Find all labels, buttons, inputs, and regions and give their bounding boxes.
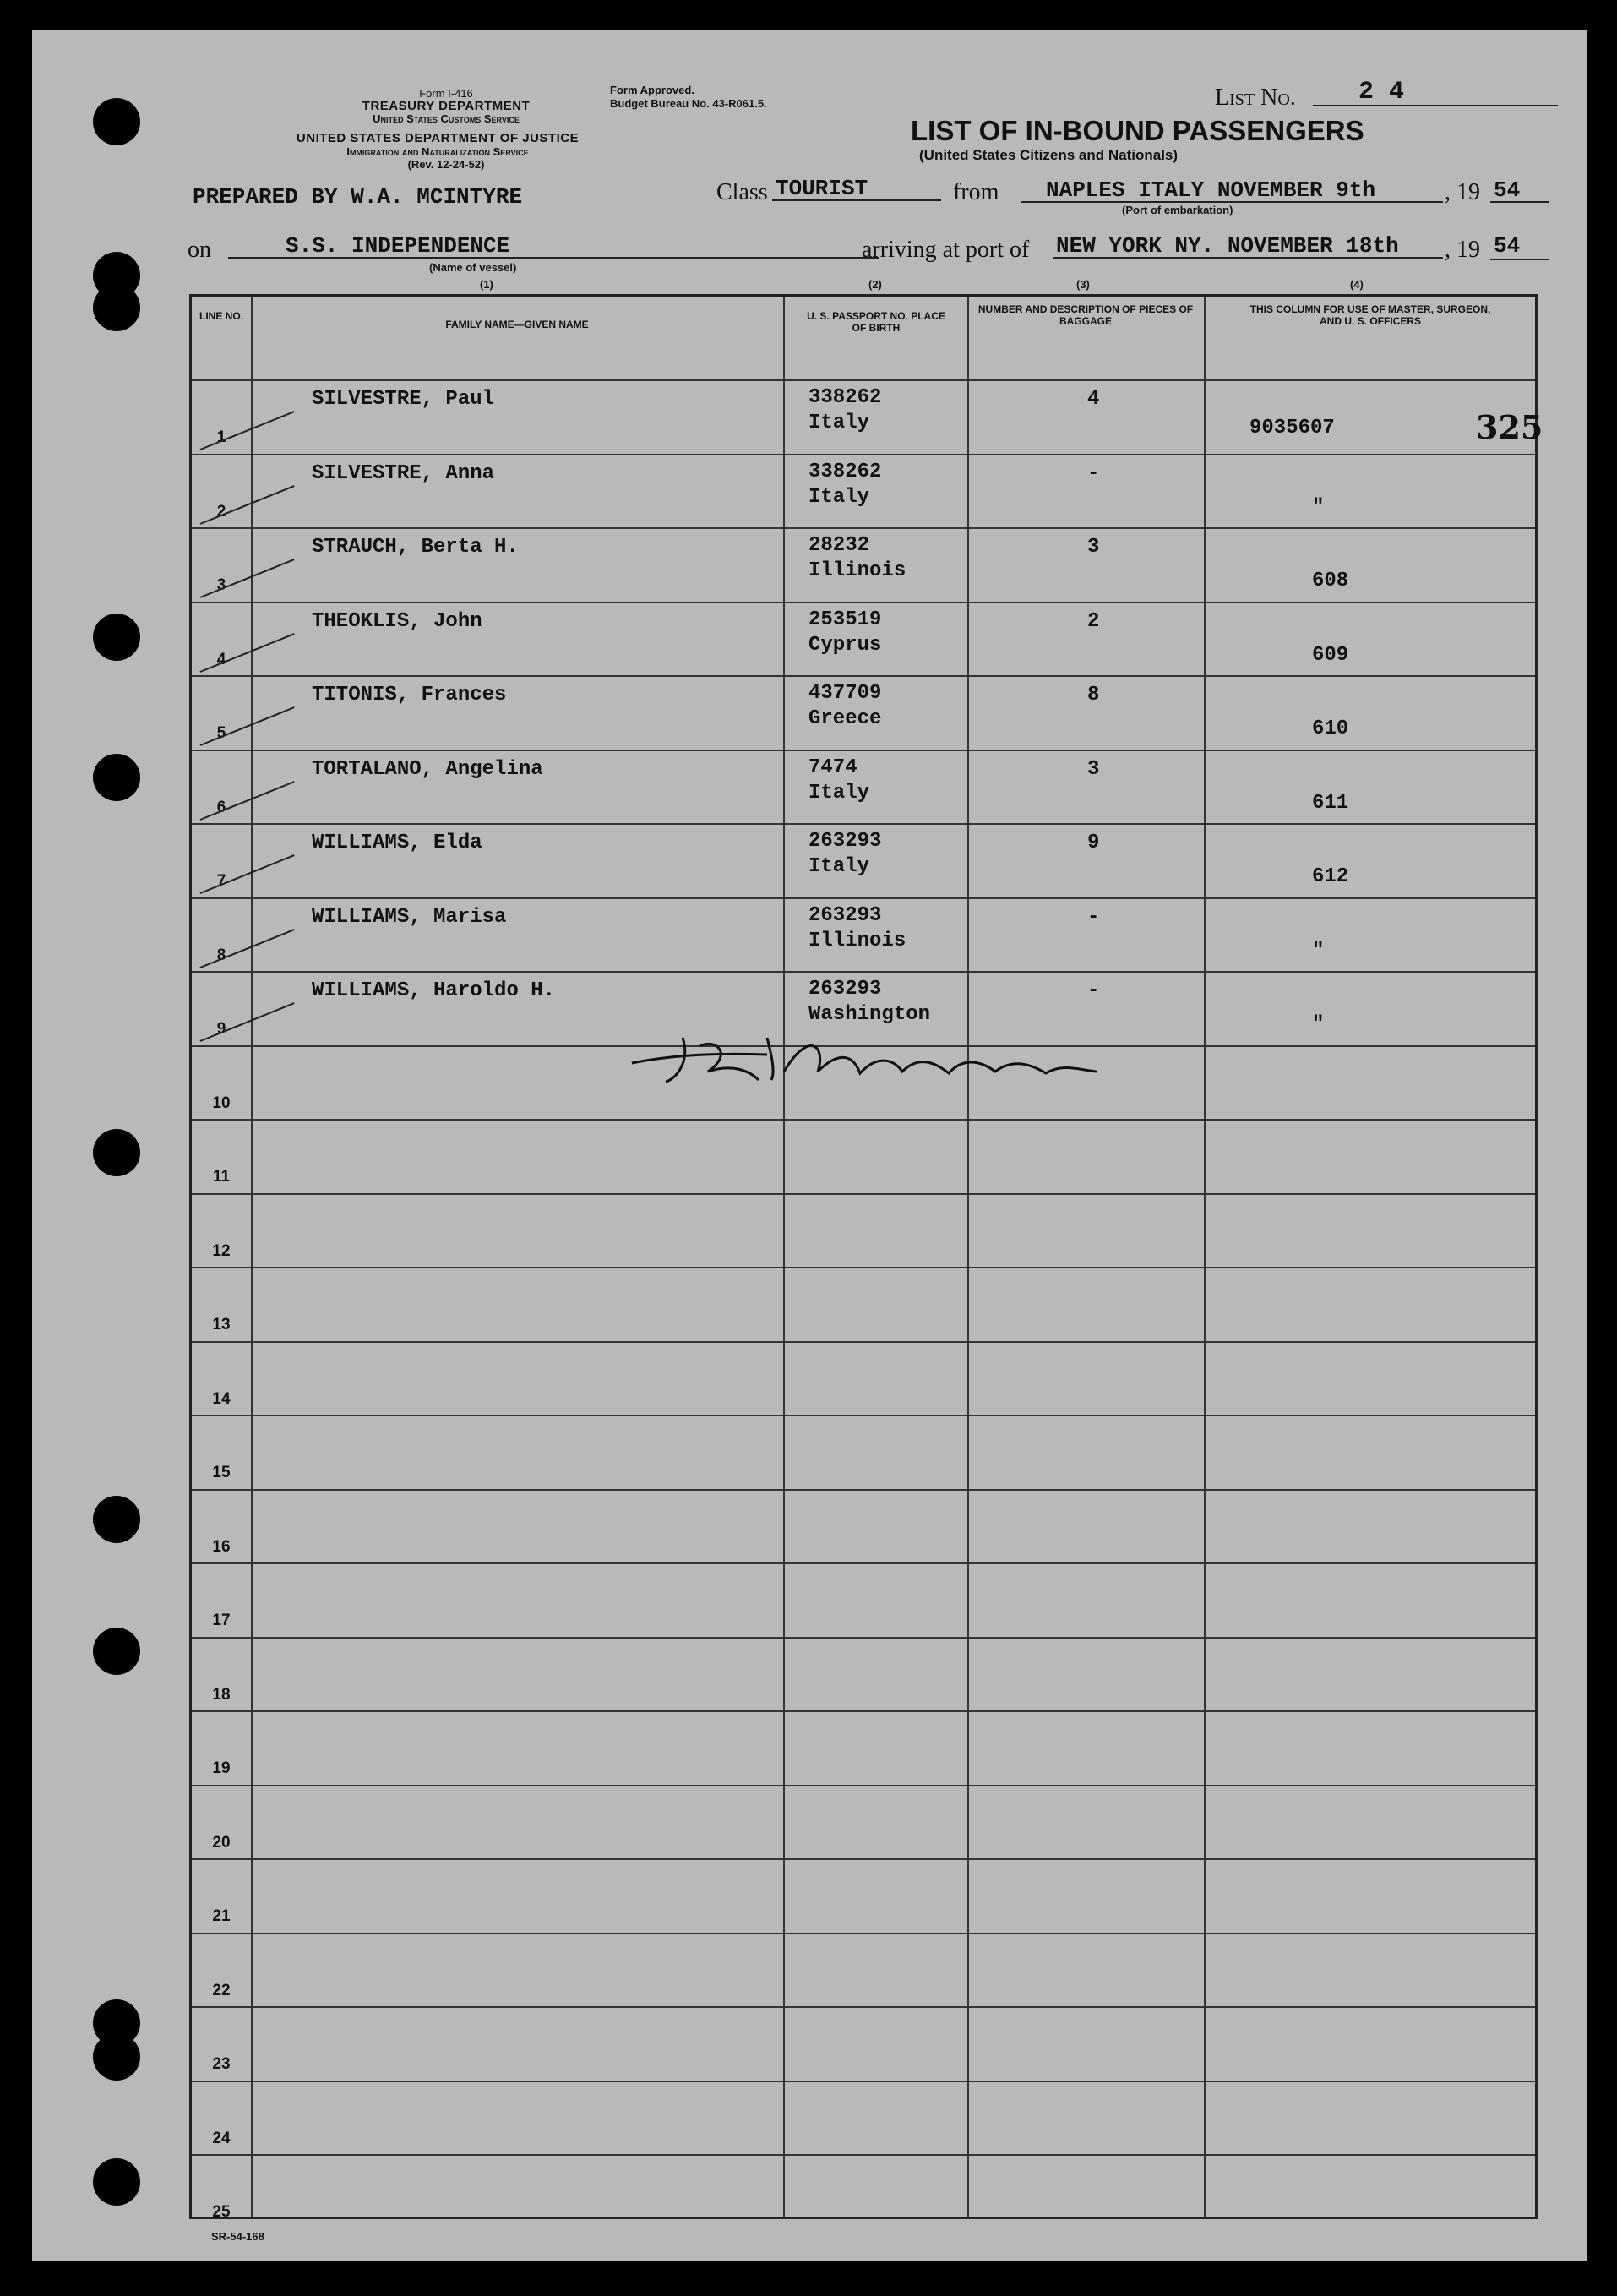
line-number: 13 xyxy=(212,1316,231,1333)
vessel-caption: (Name of vessel) xyxy=(429,261,517,274)
line-number: 21 xyxy=(212,1907,231,1925)
place-of-birth: Italy xyxy=(808,855,870,878)
year-prefix-arrival: , 19 xyxy=(1445,237,1480,263)
line-number: 3 xyxy=(216,576,226,594)
arriving-label: arriving at port of xyxy=(862,237,1030,263)
signature xyxy=(623,1021,1130,1088)
punch-hole xyxy=(93,2033,140,2081)
budget-bureau: Budget Bureau No. 43-R061.5. xyxy=(610,97,767,110)
line-number: 24 xyxy=(212,2129,231,2147)
row-divider xyxy=(192,1489,1535,1491)
row-divider xyxy=(192,823,1535,825)
passport-number: 7474 xyxy=(808,755,858,779)
row-divider xyxy=(192,1710,1535,1712)
line-number: 15 xyxy=(212,1464,231,1481)
class-label: Class xyxy=(716,179,768,205)
passport-number: 338262 xyxy=(808,460,882,483)
vessel-name: S.S. INDEPENDENCE xyxy=(286,233,510,259)
header-passport: U. S. PASSPORT NO. PLACE OF BIRTH xyxy=(807,310,945,334)
row-divider xyxy=(192,1267,1535,1268)
passenger-name: STRAUCH, Berta H. xyxy=(312,536,519,559)
passenger-name: TITONIS, Frances xyxy=(312,684,507,706)
punch-hole xyxy=(93,1496,140,1543)
baggage-count: 3 xyxy=(1087,757,1100,781)
officer-code: 325 xyxy=(1476,408,1544,446)
place-of-birth: Washington xyxy=(808,1003,931,1026)
passenger-name: WILLIAMS, Haroldo H. xyxy=(312,979,556,1002)
row-divider xyxy=(192,1415,1535,1416)
header-name: FAMILY NAME—GIVEN NAME xyxy=(445,319,589,330)
col-num-2: (2) xyxy=(868,278,882,291)
passport-number: 28232 xyxy=(808,534,870,557)
baggage-count: 4 xyxy=(1087,388,1100,411)
row-divider xyxy=(192,1562,1535,1564)
punch-hole xyxy=(93,1129,140,1176)
line-number: 6 xyxy=(216,798,226,816)
officer-entry: " xyxy=(1312,1013,1325,1036)
passport-number: 437709 xyxy=(808,682,882,705)
footer-code: SR-54-168 xyxy=(211,2230,264,2243)
line-number: 17 xyxy=(212,1612,231,1629)
line-number: 5 xyxy=(216,724,226,742)
place-of-birth: Greece xyxy=(808,707,882,730)
customs-service: United States Customs Service xyxy=(373,112,520,125)
ins-service: Immigration and Naturalization Service xyxy=(346,145,529,158)
place-of-birth: Italy xyxy=(808,781,870,804)
baggage-count: 9 xyxy=(1087,832,1100,854)
arrival-value: NEW YORK NY. NOVEMBER 18th xyxy=(1056,233,1399,259)
document-page xyxy=(32,30,1587,2261)
line-number: 12 xyxy=(212,1241,231,1260)
officer-entry: " xyxy=(1312,939,1325,963)
row-divider xyxy=(192,1637,1535,1639)
line-number: 7 xyxy=(216,872,226,890)
treasury-dept: TREASURY DEPARTMENT xyxy=(362,99,531,113)
row-divider xyxy=(192,454,1535,455)
year-prefix-from: , 19 xyxy=(1445,179,1480,205)
place-of-birth: Italy xyxy=(808,485,870,509)
punch-hole xyxy=(93,2158,140,2206)
row-divider xyxy=(192,675,1535,677)
row-divider xyxy=(192,2081,1535,2082)
passenger-name: WILLIAMS, Elda xyxy=(312,832,482,854)
header-officers: THIS COLUMN FOR USE OF MASTER, SURGEON, AND U. S. OFFICERS xyxy=(1250,303,1491,327)
row-divider xyxy=(192,897,1535,899)
col-num-1: (1) xyxy=(480,278,493,291)
line-number: 14 xyxy=(212,1389,231,1408)
passenger-name: WILLIAMS, Marisa xyxy=(312,905,507,929)
col-num-4: (4) xyxy=(1350,278,1364,291)
officer-entry: 611 xyxy=(1312,791,1349,815)
passport-number: 253519 xyxy=(808,608,882,631)
officer-number: 9035607 xyxy=(1250,417,1335,439)
row-divider xyxy=(192,750,1535,751)
header-baggage: NUMBER AND DESCRIPTION OF PIECES OF BAGGAGE xyxy=(977,303,1194,327)
officer-entry: 608 xyxy=(1312,570,1349,592)
passenger-name: SILVESTRE, Anna xyxy=(312,461,495,485)
row-divider xyxy=(192,1119,1535,1121)
line-number: 16 xyxy=(212,1537,231,1556)
from-label: from xyxy=(953,179,999,205)
line-number: 1 xyxy=(216,428,226,446)
row-divider xyxy=(192,379,1535,381)
baggage-count: 2 xyxy=(1087,609,1100,633)
punch-hole xyxy=(93,1628,140,1675)
row-divider xyxy=(192,971,1535,973)
year-from: 54 xyxy=(1494,177,1521,203)
year-arrival: 54 xyxy=(1494,233,1521,259)
baggage-count: - xyxy=(1087,905,1100,929)
prepared-by: PREPARED BY W.A. MCINTYRE xyxy=(193,184,523,210)
list-no-label: List No. xyxy=(1215,85,1296,111)
officer-entry: " xyxy=(1312,495,1325,519)
passport-number: 338262 xyxy=(808,386,882,409)
line-number: 22 xyxy=(212,1981,231,1999)
row-divider xyxy=(192,2006,1535,2008)
line-number: 2 xyxy=(216,502,226,521)
passport-number: 263293 xyxy=(808,903,882,927)
line-number: 10 xyxy=(212,1093,231,1112)
baggage-count: 8 xyxy=(1087,684,1100,706)
passport-number: 263293 xyxy=(808,978,882,1001)
port-embark-caption: (Port of embarkation) xyxy=(1122,204,1233,216)
line-number: 19 xyxy=(212,1759,231,1777)
class-value: TOURIST xyxy=(776,176,868,201)
baggage-count: 3 xyxy=(1087,536,1100,559)
form-approved: Form Approved. xyxy=(610,84,694,96)
page-title: LIST OF IN-BOUND PASSENGERS xyxy=(911,115,1364,146)
passenger-name: TORTALANO, Angelina xyxy=(312,757,543,781)
line-number: 9 xyxy=(216,1020,226,1038)
passenger-name: THEOKLIS, John xyxy=(312,609,482,633)
place-of-birth: Illinois xyxy=(808,559,906,582)
line-number: 25 xyxy=(212,2203,231,2221)
row-divider xyxy=(192,1341,1535,1343)
line-number: 23 xyxy=(212,2055,231,2073)
passenger-table xyxy=(189,294,1544,2221)
passport-number: 263293 xyxy=(808,830,882,853)
baggage-count: - xyxy=(1087,461,1100,485)
punch-hole xyxy=(93,754,140,801)
row-divider xyxy=(192,527,1535,529)
punch-hole xyxy=(93,98,140,145)
list-no-value: 2 4 xyxy=(1358,78,1405,106)
on-label: on xyxy=(188,237,211,263)
line-number: 4 xyxy=(216,650,226,668)
col-num-3: (3) xyxy=(1076,278,1090,291)
place-of-birth: Illinois xyxy=(808,929,906,952)
row-divider xyxy=(192,2154,1535,2156)
punch-hole xyxy=(93,614,140,661)
baggage-count: - xyxy=(1087,979,1100,1002)
place-of-birth: Cyprus xyxy=(808,633,882,657)
line-number: 8 xyxy=(216,946,226,964)
line-number: 18 xyxy=(212,1685,231,1704)
row-divider xyxy=(192,1785,1535,1786)
line-number: 20 xyxy=(212,1833,231,1852)
header-line-no: LINE NO. xyxy=(199,310,243,322)
row-divider xyxy=(192,602,1535,603)
officer-entry: 610 xyxy=(1312,717,1349,740)
punch-hole xyxy=(93,284,140,331)
form-number: Form I-416 xyxy=(419,87,473,100)
row-divider xyxy=(192,1858,1535,1860)
officer-entry: 612 xyxy=(1312,865,1349,888)
row-divider xyxy=(192,1193,1535,1195)
page-subtitle: (United States Citizens and Nationals) xyxy=(919,147,1179,163)
justice-dept: UNITED STATES DEPARTMENT OF JUSTICE xyxy=(296,131,580,145)
row-divider xyxy=(192,1933,1535,1934)
passenger-name: SILVESTRE, Paul xyxy=(312,388,495,411)
officer-entry: 609 xyxy=(1312,643,1349,667)
revision: (Rev. 12-24-52) xyxy=(407,158,485,171)
from-value: NAPLES ITALY NOVEMBER 9th xyxy=(1046,177,1376,203)
line-number: 11 xyxy=(212,1168,231,1186)
place-of-birth: Italy xyxy=(808,412,870,434)
